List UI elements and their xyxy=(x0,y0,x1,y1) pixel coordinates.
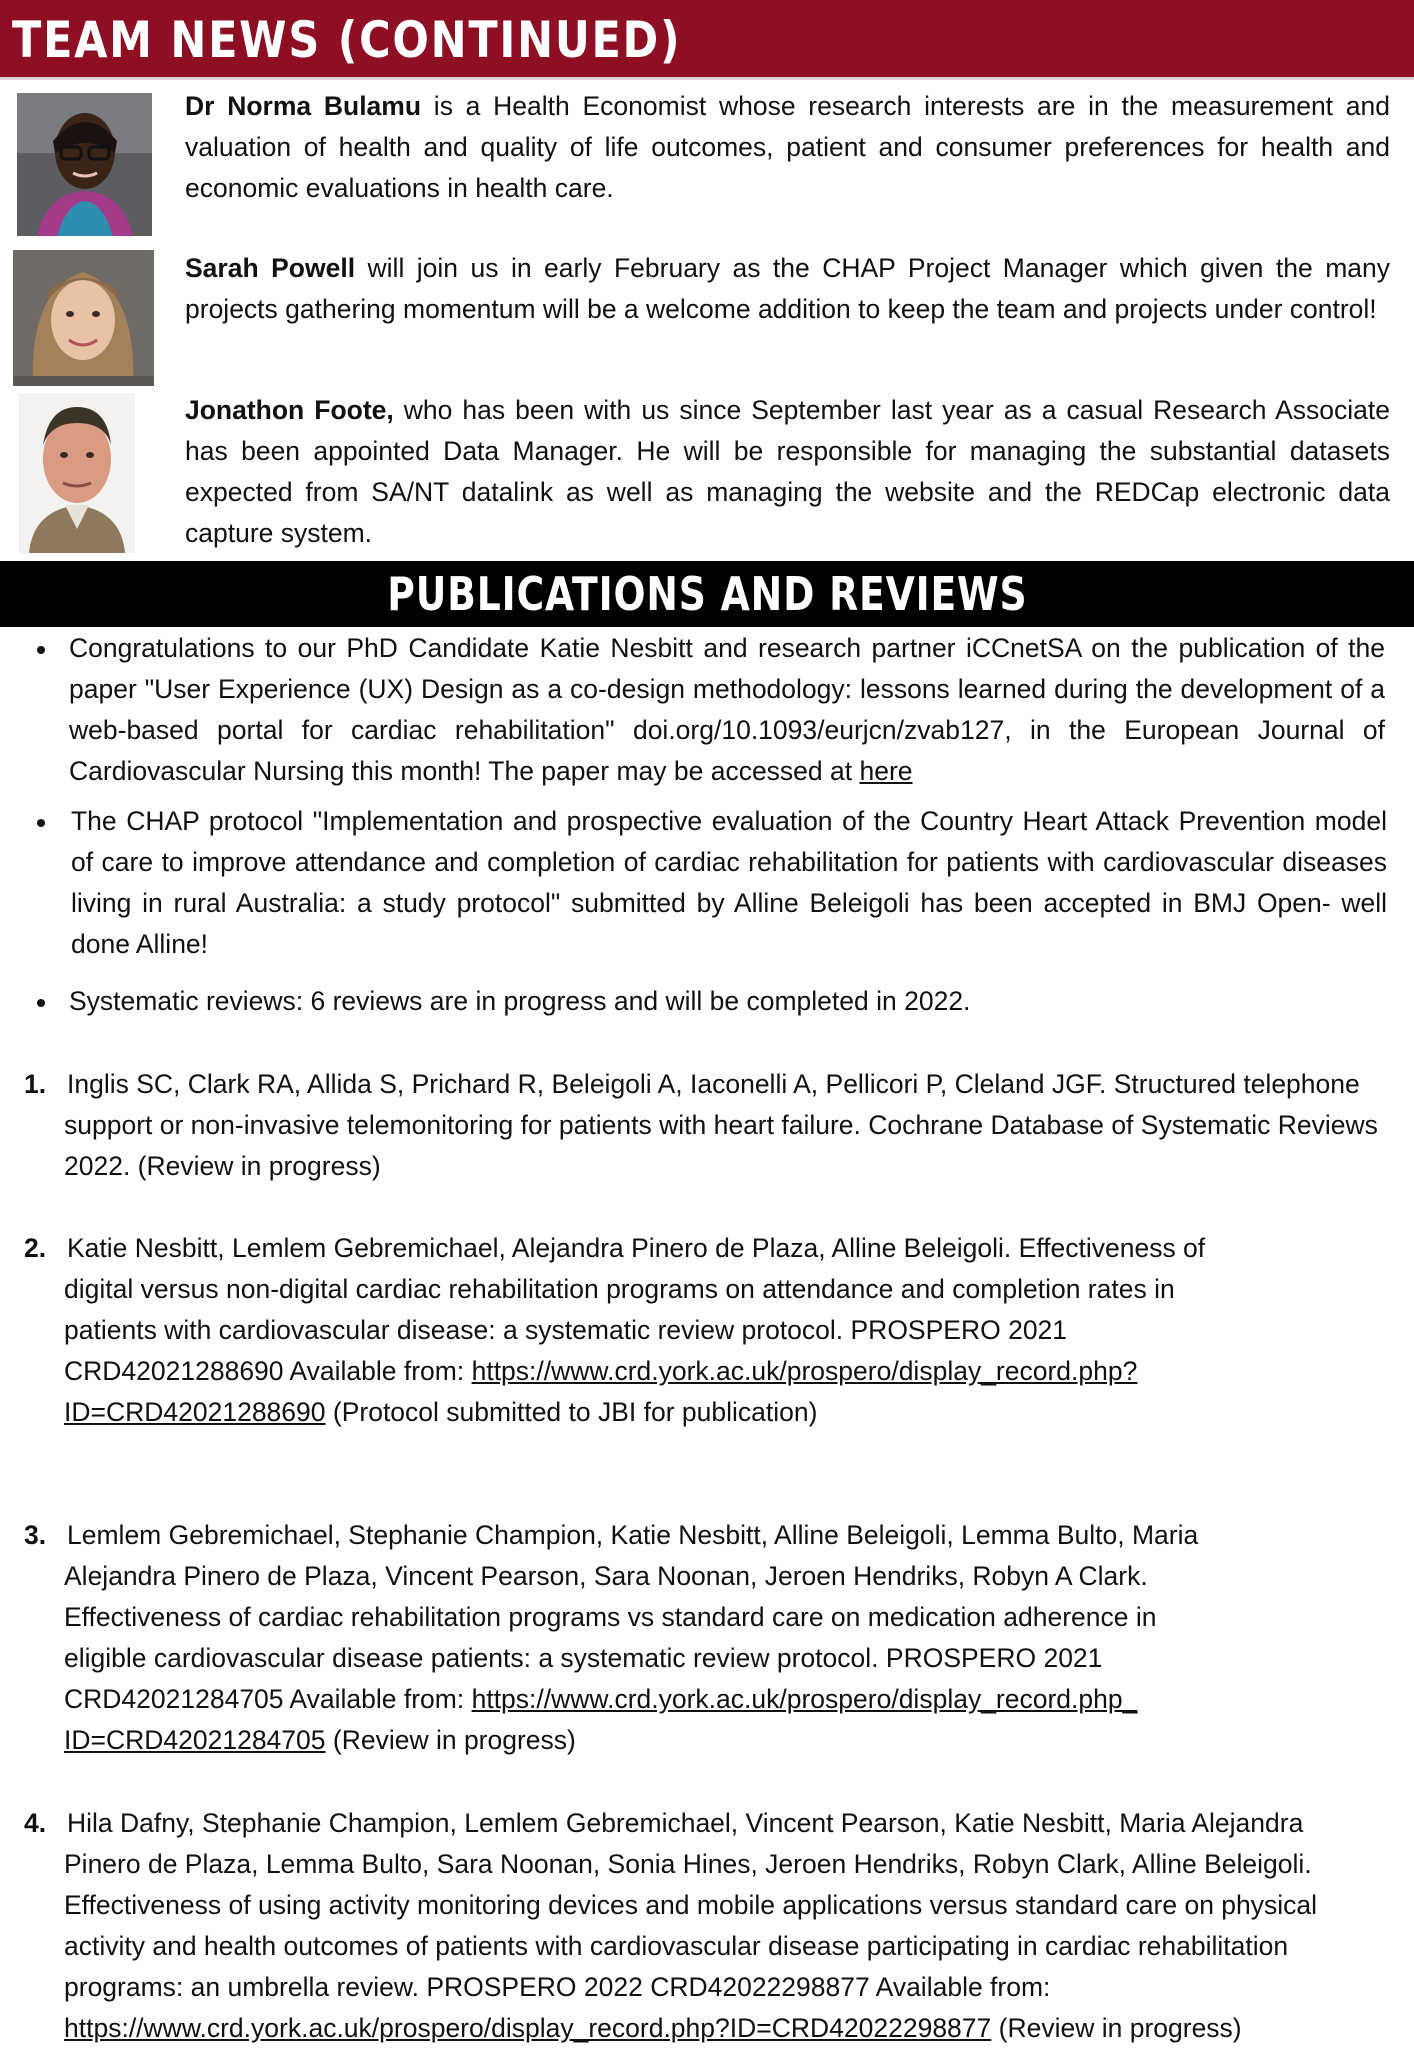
bullet-item xyxy=(0,981,1414,1025)
jonathon-foote-bio xyxy=(185,390,1390,554)
jonathon-foote-photo xyxy=(19,393,135,553)
norma-bulamu-bio xyxy=(185,86,1390,209)
bullet-text-2: The CHAP protocol "Implementation and prospective evaluation of the Country Heart Attack Prevention model of care to improve attendance and completion of cardiac rehabilitation for patients with cardiovascular diseases living in rural Australia: a study protocol" submitted by Alline Beleigoli has been accepted in BMJ Open- well done Alline! xyxy=(71,806,1387,959)
team-news-title: TEAM NEWS (CONTINUED) xyxy=(12,11,682,69)
reference-1-text: Inglis SC, Clark RA, Allida S, Prichard R, Beleigoli A, Iaconelli A, Pellicori P, Cleland JGF. Structured telephone support or non-invasive telemonitoring for patients with heart failure. Cochrane Database of Systematic Reviews 2022. (Review in progress) xyxy=(64,1069,1378,1181)
reference-2-text: Katie Nesbitt, Lemlem Gebremichael, Alejandra Pinero de Plaza, Alline Beleigoli. Effectiveness of digital versus non-digital cardiac rehabilitation programs on attendance and completion rates in patients with cardiovascular disease: a systematic review protocol. PROSPERO 2021 CRD42021288690 Available from: xyxy=(64,1233,1206,1386)
publications-banner xyxy=(0,561,1414,627)
team-member-sarah xyxy=(0,248,1414,388)
reference-number: 1. xyxy=(24,1069,47,1099)
reference-item xyxy=(0,1228,1414,1438)
reference-2-link[interactable]: https://www.crd.york.ac.uk/prospero/display_record.php?ID=CRD42021288690 xyxy=(64,1356,1138,1427)
team-news-banner xyxy=(0,0,1414,80)
reference-number: 4. xyxy=(24,1808,47,1838)
bullet-text xyxy=(69,628,1385,792)
jonathon-foote-description: who has been with us since September last year as a casual Research Associate has been appointed Data Manager. He will be responsible for managing the substantial datasets expected from SA/NT datalink as well as managing the website and the REDCap electronic data capture system. xyxy=(185,395,1390,548)
bullet-text xyxy=(69,981,1385,1022)
bullet-dot xyxy=(37,819,45,827)
bullet-text-1: Congratulations to our PhD Candidate Katie Nesbitt and research partner iCCnetSA on the publication of the paper "User Experience (UX) Design as a co-design methodology: lessons learned during the development of a web-based portal for cardiac rehabilitation" doi.org/10.1093/eurjcn/zvab127, in the European Journal of Cardiovascular Nursing this month! The paper may be accessed at xyxy=(69,633,1385,786)
bullet-dot xyxy=(37,646,45,654)
norma-bulamu-photo xyxy=(17,93,152,236)
sarah-powell-bio xyxy=(185,248,1390,330)
sarah-powell-name: Sarah Powell xyxy=(185,253,356,283)
norma-bulamu-name: Dr Norma Bulamu xyxy=(185,91,422,121)
reference-4-suffix: (Review in progress) xyxy=(991,2013,1242,2043)
reference-3-text: Lemlem Gebremichael, Stephanie Champion, Katie Nesbitt, Alline Beleigoli, Lemma Bulto, Maria Alejandra Pinero de Plaza, Vincent Pearson, Sara Noonan, Jeroen Hendriks, Robyn A Clark. Effectiveness of cardiac rehabilitation programs vs standard care on medication adherence in eligible cardiovascular disease patients: a systematic review protocol. PROSPERO 2021 CRD42021284705 Available from: xyxy=(64,1520,1199,1714)
sarah-powell-photo xyxy=(13,250,154,386)
team-member-jonathon xyxy=(0,390,1414,560)
bullet-text xyxy=(71,801,1387,965)
reference-text xyxy=(64,1803,1379,2049)
reference-item xyxy=(0,1515,1414,1755)
jonathon-foote-name: Jonathon Foote, xyxy=(185,395,394,425)
sarah-powell-description: will join us in early February as the CHAP Project Manager which given the many projects gathering momentum will be a welcome addition to keep the team and projects under control! xyxy=(185,253,1390,324)
reference-4-text: Hila Dafny, Stephanie Champion, Lemlem Gebremichael, Vincent Pearson, Katie Nesbitt, Maria Alejandra Pinero de Plaza, Lemma Bulto, Sara Noonan, Sonia Hines, Jeroen Hendriks, Robyn Clark, Alline Beleigoli. Effectiveness of using activity monitoring devices and mobile applications versus standard care on physical activity and health outcomes of patients with cardiovascular disease participating in cardiac rehabilitation programs: an umbrella review. PROSPERO 2022 CRD42022298877 Available from: xyxy=(64,1808,1318,2002)
publications-title: PUBLICATIONS AND REVIEWS xyxy=(386,567,1028,621)
reference-3-link[interactable]: https://www.crd.york.ac.uk/prospero/display_record.php_ ID=CRD42021284705 xyxy=(64,1684,1138,1755)
bullet-text-3: Systematic reviews: 6 reviews are in progress and will be completed in 2022. xyxy=(69,986,971,1016)
here-link[interactable]: here xyxy=(859,756,913,786)
reference-item xyxy=(0,1064,1414,1188)
reference-text xyxy=(64,1064,1394,1187)
bullet-dot xyxy=(37,999,45,1007)
reference-4-link[interactable]: https://www.crd.york.ac.uk/prospero/display_record.php?ID=CRD42022298877 xyxy=(64,2013,992,2043)
reference-3-suffix: (Review in progress) xyxy=(325,1725,576,1755)
bullet-item xyxy=(0,801,1414,965)
bullet-item xyxy=(0,628,1414,792)
reference-item xyxy=(0,1803,1414,2043)
team-member-norma xyxy=(0,86,1414,246)
norma-bulamu-description: is a Health Economist whose research interests are in the measurement and valuation of health and quality of life outcomes, patient and consumer preferences for health and economic evaluations in health care. xyxy=(185,91,1391,203)
reference-number: 2. xyxy=(24,1233,47,1263)
reference-2-suffix: (Protocol submitted to JBI for publication) xyxy=(325,1397,818,1427)
reference-number: 3. xyxy=(24,1520,47,1550)
reference-text xyxy=(64,1228,1244,1433)
reference-text xyxy=(64,1515,1244,1761)
